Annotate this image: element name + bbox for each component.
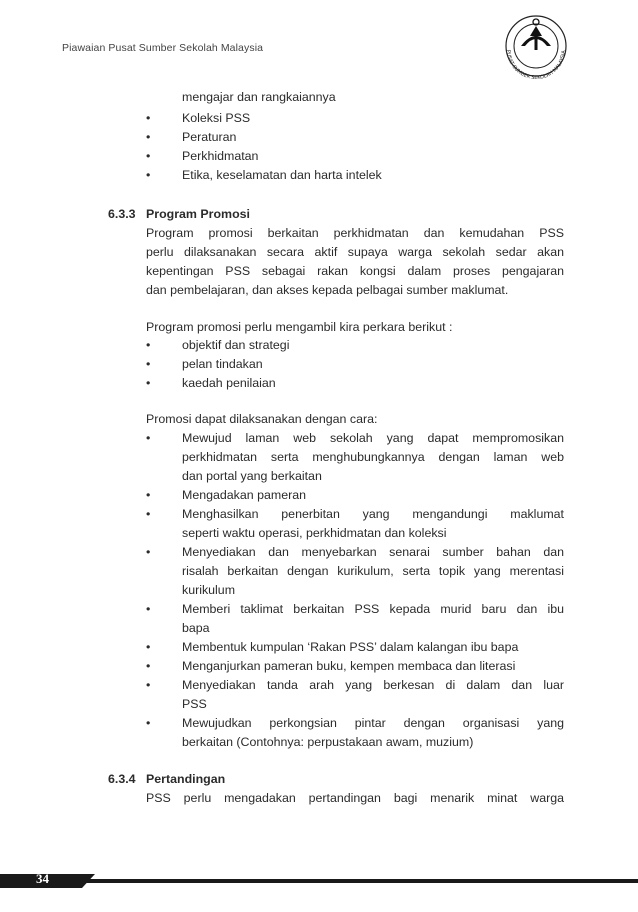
bullet-icon: • [146,488,151,502]
list-item: objektif dan strategi [182,338,290,352]
footer-bar [0,874,638,888]
bullet-icon: • [146,130,151,144]
list-item: pelan tindakan [182,357,263,371]
list-item-line: Menyediakan dan menyebarkan senarai sumber bahan dan [182,545,564,559]
bullet-icon: • [146,338,151,352]
bullet-icon: • [146,149,151,163]
section-number: 6.3.3 [108,207,136,221]
list-item-line: Menghasilkan penerbitan yang mengandungi maklumat [182,507,564,521]
bullet-icon: • [146,111,151,125]
bullet-icon: • [146,431,151,445]
list-item: Koleksi PSS [182,111,251,125]
list-item: kaedah penilaian [182,376,276,390]
bullet-icon: • [146,716,151,730]
paragraph-line: PSS perlu mengadakan pertandingan bagi menarik minat warga [146,791,564,805]
list-item: Perkhidmatan [182,149,259,163]
paragraph-line: dan pembelajaran, dan akses kepada pelbagai sumber maklumat. [146,283,509,297]
list-item-line: Mewujudkan perkongsian pintar dengan organisasi yang [182,716,564,730]
list-item-line: Mewujud laman web sekolah yang dapat mempromosikan [182,431,564,445]
list-item-line: risalah berkaitan dengan kurikulum, serta topik yang merentasi [182,564,564,578]
school-library-logo [495,10,577,80]
list-item-line: seperti waktu operasi, perkhidmatan dan koleksi [182,526,447,540]
list-item-line: Memberi taklimat berkaitan PSS kepada murid baru dan ibu [182,602,564,616]
running-header: Piawaian Pusat Sumber Sekolah Malaysia [62,42,264,54]
list-item-line: Menganjurkan pameran buku, kempen membaca dan literasi [182,659,516,673]
list-item-line: Menyediakan tanda arah yang berkesan di dalam dan luar [182,678,564,692]
section-title: Program Promosi [146,207,250,221]
section-number: 6.3.4 [108,772,136,786]
list-item: Etika, keselamatan dan harta intelek [182,168,382,182]
bullet-icon: • [146,376,151,390]
paragraph-line: perlu dilaksanakan secara aktif supaya warga sekolah sedar akan [146,245,564,259]
list-item: Peraturan [182,130,237,144]
bullet-icon: • [146,168,151,182]
list-item-line: berkaitan (Contohnya: perpustakaan awam, muzium) [182,735,474,749]
bullet-icon: • [146,357,151,371]
list-item-line: PSS [182,697,207,711]
bullet-icon: • [146,507,151,521]
list-item-line: kurikulum [182,583,236,597]
continuation-line: mengajar dan rangkaiannya [182,90,336,104]
bullet-icon: • [146,602,151,616]
logo-lettering: PUSAT SUMBER SEKOLAH MALAYSIA [504,49,568,80]
list-item-line: Membentuk kumpulan ‘Rakan PSS’ dalam kalangan ibu bapa [182,640,519,654]
methods-intro: Promosi dapat dilaksanakan dengan cara: [146,412,378,426]
svg-text:PUSAT SUMBER SEKOLAH MALAYSIA [505,50,567,80]
list-item-line: bapa [182,621,210,635]
section-title: Pertandingan [146,772,226,786]
consider-intro: Program promosi perlu mengambil kira perkara berikut : [146,320,453,334]
list-item-line: dan portal yang berkaitan [182,469,322,483]
list-item-line: perkhidmatan serta menghubungkannya dengan laman web [182,450,564,464]
bullet-icon: • [146,545,151,559]
bullet-icon: • [146,678,151,692]
bullet-icon: • [146,640,151,654]
paragraph-line: Program promosi berkaitan perkhidmatan dan kemudahan PSS [146,226,564,240]
page-number: 34 [36,871,49,886]
bullet-icon: • [146,659,151,673]
list-item-line: Mengadakan pameran [182,488,306,502]
paragraph-line: kepentingan PSS sebagai rakan kongsi dalam proses pengajaran [146,264,564,278]
